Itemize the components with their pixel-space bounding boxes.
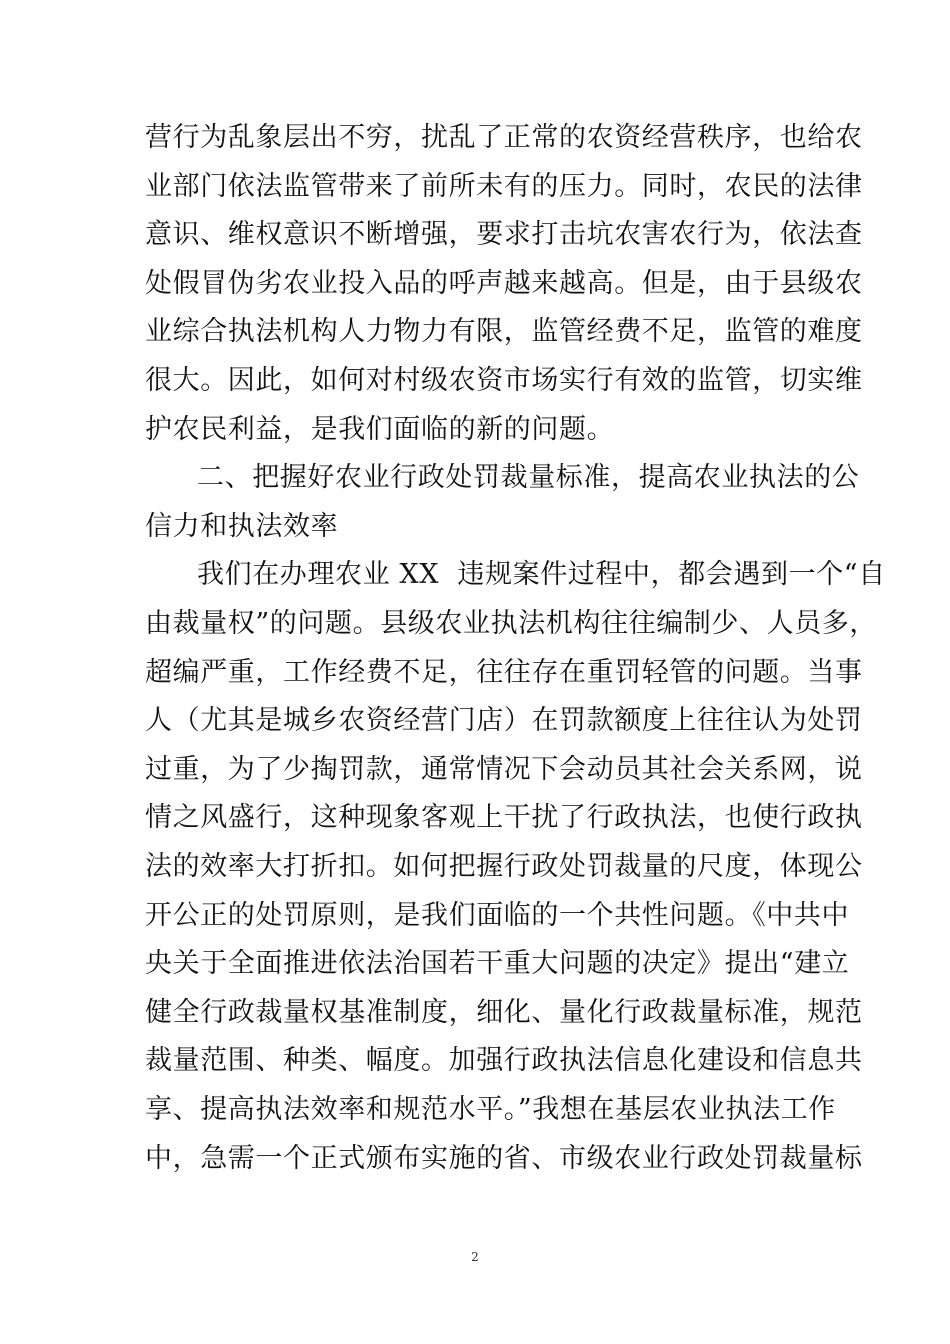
text-line: 享、提高执法效率和规范水平。”我想在基层农业执法工作: [145, 1094, 836, 1125]
text-line: 法的效率大打折扣。如何把握行政处罚裁量的尺度，体现公: [145, 851, 863, 882]
page-number: 2: [471, 1250, 479, 1264]
text-line: 健全行政裁量权基准制度，细化、量化行政裁量标准，规范: [145, 997, 863, 1028]
text-line: 超编严重，工作经费不足，往往存在重罚轻管的问题。当事: [145, 657, 863, 688]
text-line: 人（尤其是城乡农资经营门店）在罚款额度上往往认为处罚: [145, 705, 863, 736]
text-line: 业部门依法监管带来了前所未有的压力。同时，农民的法律: [145, 171, 863, 202]
text-line: 我们在办理农业 XX 违规案件过程中，都会遇到一个“自: [197, 559, 886, 590]
text-line: 业综合执法机构人力物力有限，监管经费不足，监管的难度: [145, 316, 863, 347]
text-line: 情之风盛行，这种现象客观上干扰了行政执法，也使行政执: [145, 802, 863, 833]
text-line: 中，急需一个正式颁布实施的省、市级农业行政处罚裁量标: [145, 1143, 863, 1174]
text-line: 意识、维权意识不断增强，要求打击坑农害农行为，依法查: [145, 219, 863, 250]
section-heading-line: 二、把握好农业行政处罚裁量标准，提高农业执法的公: [197, 462, 860, 493]
text-line: 央关于全面推进依法治国若干重大问题的决定》提出“建立: [145, 948, 850, 979]
section-heading-line: 信力和执法效率: [145, 511, 339, 542]
text-line: 开公正的处罚原则，是我们面临的一个共性问题。《中共中: [145, 900, 850, 931]
text-line: 很大。因此，如何对村级农资市场实行有效的监管，切实维: [145, 365, 863, 396]
text-line: 营行为乱象层出不穷，扰乱了正常的农资经营秩序，也给农: [145, 122, 863, 153]
text-line: 处假冒伪劣农业投入品的呼声越来越高。但是，由于县级农: [145, 268, 863, 299]
text-line: 过重，为了少掏罚款，通常情况下会动员其社会关系网，说: [145, 754, 863, 785]
text-line: 护农民利益，是我们面临的新的问题。: [145, 414, 615, 445]
text-line: 裁量范围、种类、幅度。加强行政执法信息化建设和信息共: [145, 1045, 863, 1076]
text-line: 由裁量权”的问题。县级农业执法机构往往编制少、人员多，: [145, 608, 878, 639]
